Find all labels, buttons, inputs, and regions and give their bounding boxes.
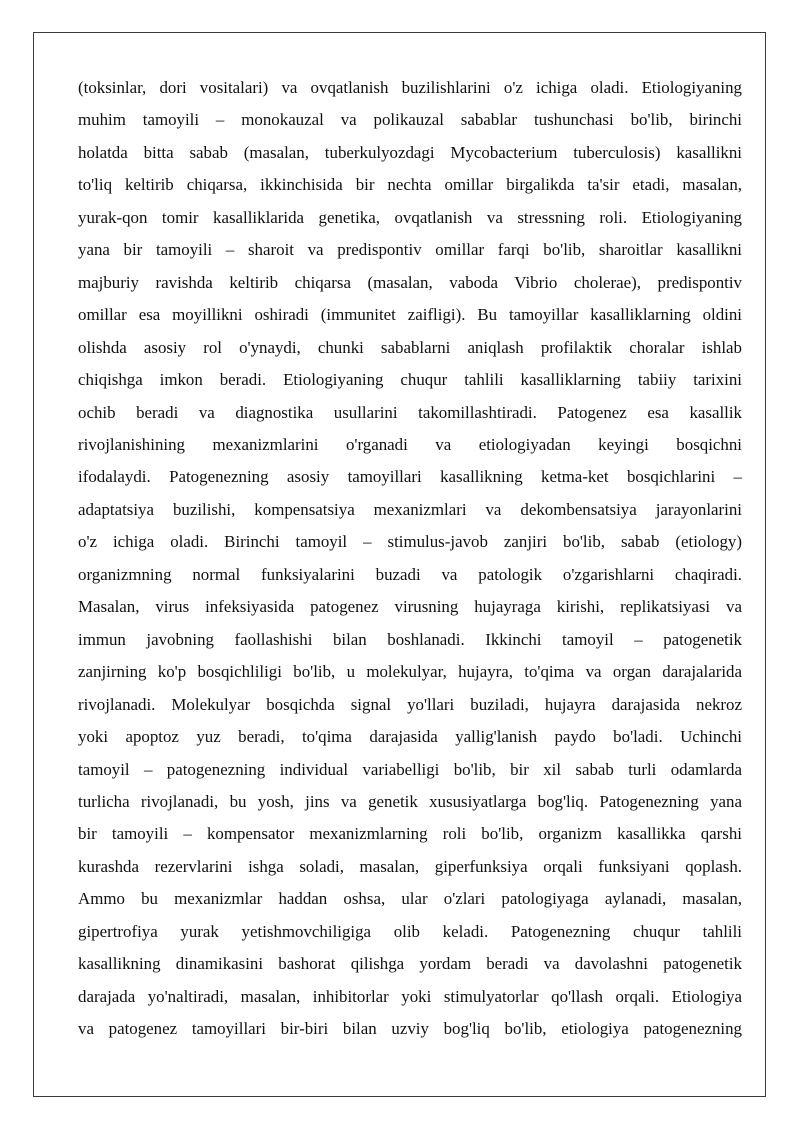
text-line: kasallikning dinamikasini bashorat qilishga yordam beradi va davolashni patogenetik <box>78 954 742 974</box>
text-line: immun javobning faollashishi bilan boshlanadi. Ikkinchi tamoyil – patogenetik <box>78 629 742 649</box>
text-line: darajada yo'naltiradi, masalan, inhibitorlar yoki stimulyatorlar qo'llash orqali. Etiologiya <box>78 986 742 1006</box>
text-line: to'liq keltirib chiqarsa, ikkinchisida bir nechta omillar birgalikda ta'sir etadi, masalan, <box>78 175 742 195</box>
text-line: o'z ichiga oladi. Birinchi tamoyil – stimulus-javob zanjiri bo'lib, sabab (etiology) <box>78 532 742 552</box>
text-line: (toksinlar, dori vositalari) va ovqatlanish buzilishlarini o'z ichiga oladi. Etiologiyaning <box>78 78 742 97</box>
text-line: turlicha rivojlanadi, bu yosh, jins va genetik xususiyatlarga bog'liq. Patogenezning yana <box>78 791 742 811</box>
text-line: organizmning normal funksiyalarini buzadi va patologik o'zgarishlarni chaqiradi. <box>78 564 742 584</box>
text-line: yana bir tamoyili – sharoit va predispontiv omillar farqi bo'lib, sharoitlar kasallikni <box>78 240 742 260</box>
text-line: majburiy ravishda keltirib chiqarsa (masalan, vaboda Vibrio cholerae), predispontiv <box>78 272 742 292</box>
text-line: olishda asosiy rol o'ynaydi, chunki sabablarni aniqlash profilaktik choralar ishlab <box>78 337 742 357</box>
text-line: tamoyil – patogenezning individual variabelligi bo'lib, bir xil sabab turli odamlarda <box>78 759 742 779</box>
text-line: ochib beradi va diagnostika usullarini takomillashtiradi. Patogenez esa kasallik <box>78 402 742 422</box>
text-line: muhim tamoyili – monokauzal va polikauzal sabablar tushunchasi bo'lib, birinchi <box>78 110 742 130</box>
text-line: ifodalaydi. Patogenezning asosiy tamoyillari kasallikning ketma-ket bosqichlarini – <box>78 467 742 487</box>
text-line: Masalan, virus infeksiyasida patogenez virusning hujayraga kirishi, replikatsiyasi va <box>78 597 742 617</box>
text-line: yurak-qon tomir kasalliklarida genetika, ovqatlanish va stressning roli. Etiologiyaning <box>78 207 742 227</box>
text-line: bir tamoyili – kompensator mexanizmlarning roli bo'lib, organizm kasallikka qarshi <box>78 824 742 844</box>
body-text <box>78 72 742 1046</box>
text-line: zanjirning ko'p bosqichliligi bo'lib, u molekulyar, hujayra, to'qima va organ darajalarida <box>78 662 742 682</box>
text-line: Ammo bu mexanizmlar haddan oshsa, ular o'zlari patologiyaga aylanadi, masalan, <box>78 889 742 909</box>
text-line: chiqishga imkon beradi. Etiologiyaning chuqur tahlili kasalliklarning tabiiy tarixini <box>78 370 742 390</box>
text-line: holatda bitta sabab (masalan, tuberkulyozdagi Mycobacterium tuberculosis) kasallikni <box>78 142 742 162</box>
text-line: yoki apoptoz yuz beradi, to'qima darajasida yallig'lanish paydo bo'ladi. Uchinchi <box>78 727 742 747</box>
text-line: rivojlanadi. Molekulyar bosqichda signal yo'llari buziladi, hujayra darajasida nekroz <box>78 694 742 714</box>
text-line: adaptatsiya buzilishi, kompensatsiya mexanizmlari va dekombensatsiya jarayonlarini <box>78 499 742 519</box>
text-line: omillar esa moyillikni oshiradi (immunitet zaifligi). Bu tamoyillar kasalliklarning oldini <box>78 305 742 325</box>
text-line: kurashda rezervlarini ishga soladi, masalan, giperfunksiya orqali funksiyani qoplash. <box>78 856 742 876</box>
text-line: va patogenez tamoyillari bir-biri bilan uzviy bog'liq bo'lib, etiologiya patogenezning <box>78 1019 742 1039</box>
text-line: gipertrofiya yurak yetishmovchiligiga olib keladi. Patogenezning chuqur tahlili <box>78 921 742 941</box>
text-line: rivojlanishining mexanizmlarini o'rganadi va etiologiyadan keyingi bosqichni <box>78 434 742 454</box>
